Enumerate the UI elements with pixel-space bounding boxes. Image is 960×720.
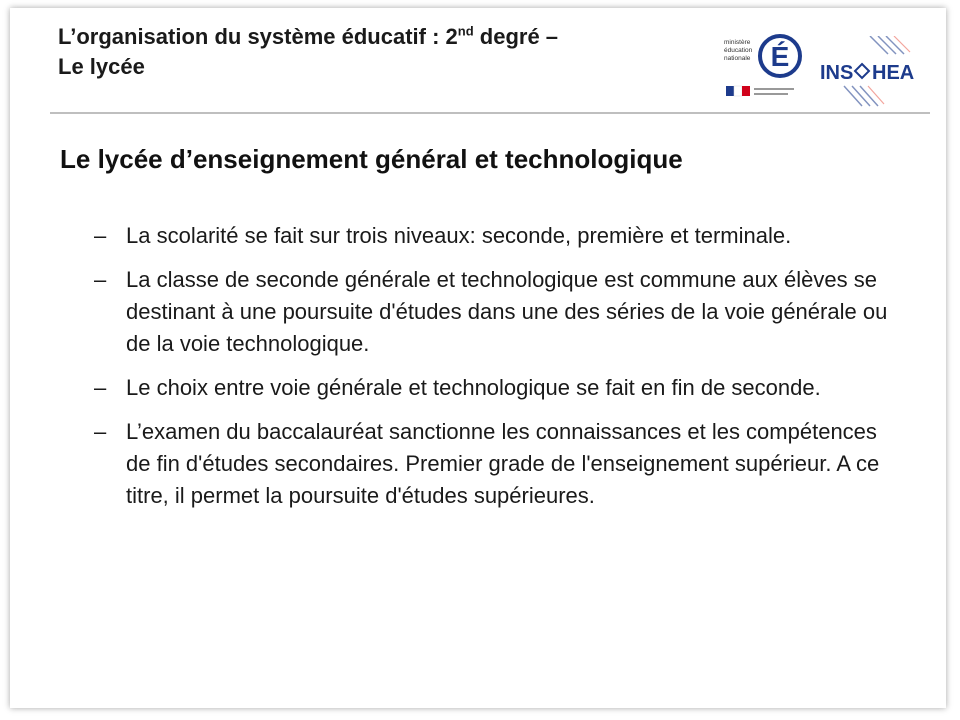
bullet-dash: – (94, 375, 107, 400)
title-line1-prefix: L’organisation du système éducatif : 2 (58, 24, 458, 49)
title-line1-suffix: degré – (473, 24, 559, 49)
slide-title (58, 22, 698, 82)
flag-red (742, 86, 750, 96)
bullet-text: La classe de seconde générale et technologique est commune aux élèves se destinant à une poursuite d'études dans une des séries de la voie générale ou de la voie technologique. (126, 267, 888, 356)
logo-caption-line (754, 88, 794, 90)
title-line2: Le lycée (58, 54, 145, 79)
inshea-diamond-icon (855, 64, 869, 78)
bullet-text: La scolarité se fait sur trois niveaux: seconde, première et terminale. (126, 223, 792, 248)
bullet-item (94, 264, 894, 360)
bullet-text: L’examen du baccalauréat sanctionne les connaissances et les compétences de fin d'études secondaires. Premier grade de l'enseignement supérieur. A ce titre, il permet la poursuite d'études supérieures. (126, 419, 880, 508)
flag-white (734, 86, 742, 96)
ministere-education-logo (722, 28, 804, 102)
inshea-left: INS (820, 62, 854, 84)
bullet-item (94, 372, 894, 404)
bullet-dash: – (94, 419, 107, 444)
section-heading: Le lycée d’enseignement général et technologique (60, 144, 683, 174)
logo-caption-line (754, 93, 788, 95)
bullet-list (94, 220, 894, 524)
bullet-dash: – (94, 223, 107, 248)
logo-letter: É (770, 41, 790, 72)
title-divider (50, 112, 930, 114)
bullet-dash: – (94, 267, 107, 292)
bullet-item (94, 416, 894, 512)
bullet-item (94, 220, 894, 252)
title-superscript: nd (457, 23, 474, 39)
logo-line3: nationale (724, 55, 751, 62)
slide (10, 8, 946, 708)
flag-blue (726, 86, 734, 96)
inshea-logo (810, 36, 928, 108)
logo-line2: éducation (724, 47, 753, 54)
inshea-right: HEA (872, 62, 915, 84)
logo-line1: ministère (724, 39, 751, 46)
bullet-text: Le choix entre voie générale et technologique se fait en fin de seconde. (126, 375, 821, 400)
